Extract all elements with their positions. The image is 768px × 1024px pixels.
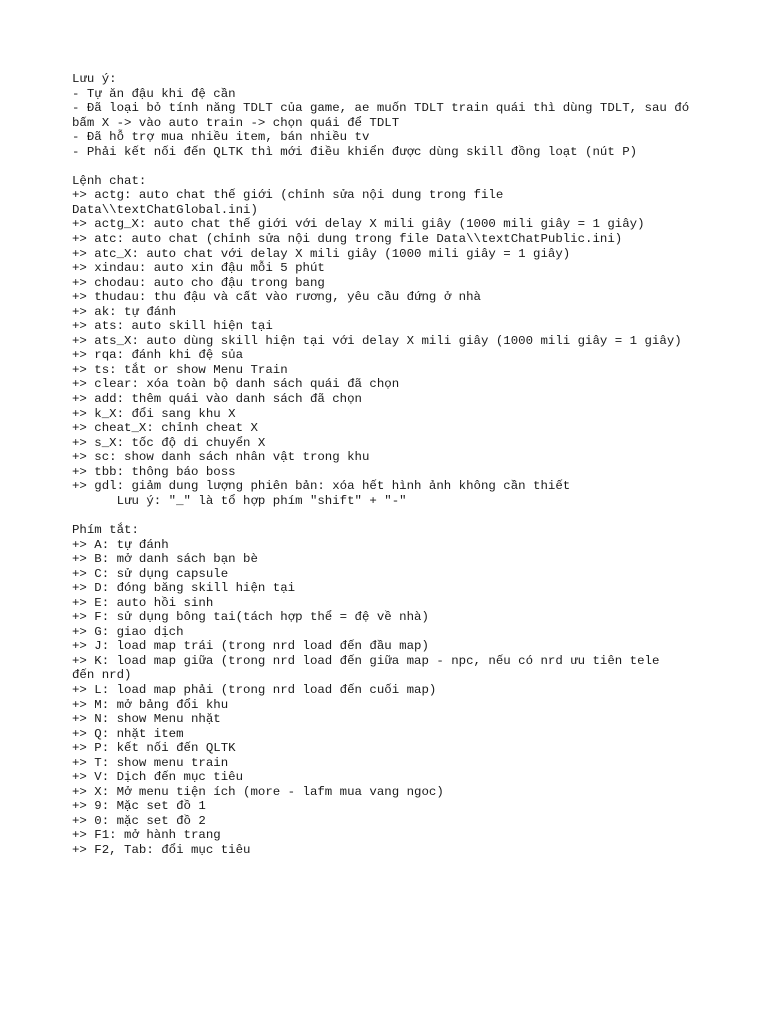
notes-heading: Lưu ý:	[72, 72, 117, 86]
chat-commands-heading: Lệnh chat:	[72, 173, 147, 188]
shortcut-line: +> E: auto hồi sinh	[72, 595, 214, 610]
chat-commands-section	[72, 174, 752, 509]
shortcut-line: +> X: Mở menu tiện ích (more - lafm mua vang ngoc)	[72, 784, 444, 799]
shortcut-line: +> B: mở danh sách bạn bè	[72, 552, 258, 567]
chat-command-line: +> atc_X: auto chat với delay X mili giây (1000 mili giây = 1 giây)	[72, 246, 571, 261]
shortcuts-heading: Phím tắt:	[72, 522, 139, 537]
chat-command-line: +> clear: xóa toàn bộ danh sách quái đã chọn	[72, 377, 400, 392]
chat-command-line: +> ats: auto skill hiện tại	[72, 319, 273, 334]
chat-command-line: +> thudau: thu đậu và cất vào rương, yêu cầu đứng ở nhà	[72, 290, 481, 305]
shortcut-line: +> G: giao dịch	[72, 624, 184, 639]
shortcut-line: +> 9: Mặc set đồ 1	[72, 799, 206, 814]
notes-line: - Phải kết nối đến QLTK thì mới điều khiển được dùng skill đồng loạt (nút P)	[72, 144, 638, 159]
chat-command-line: +> ats_X: auto dùng skill hiện tại với delay X mili giây (1000 mili giây = 1 giây)	[72, 333, 682, 348]
chat-command-line: +> actg_X: auto chat thế giới với delay X mili giây (1000 mili giây = 1 giây)	[72, 217, 645, 232]
notes-line: bấm X -> vào auto train -> chọn quái để TDLT	[72, 115, 400, 130]
shortcut-line: +> M: mở bảng đổi khu	[72, 697, 229, 712]
shortcut-line: đến nrd)	[72, 668, 132, 683]
section-gap	[72, 508, 752, 523]
chat-command-line: +> ts: tắt or show Menu Train	[72, 362, 288, 377]
shortcut-line: +> L: load map phải (trong nrd load đến cuối map)	[72, 682, 437, 697]
chat-command-line: +> xindau: auto xin đậu mỗi 5 phút	[72, 261, 325, 276]
chat-command-line: +> cheat_X: chỉnh cheat X	[72, 421, 258, 436]
shortcut-line: +> J: load map trái (trong nrd load đến đầu map)	[72, 639, 429, 654]
shortcut-line: +> N: show Menu nhặt	[72, 712, 221, 727]
chat-command-line: +> tbb: thông báo boss	[72, 464, 236, 479]
shortcut-line: +> Q: nhặt item	[72, 726, 184, 741]
chat-command-line: +> ak: tự đánh	[72, 304, 177, 319]
chat-command-line: +> add: thêm quái vào danh sách đã chọn	[72, 392, 362, 407]
chat-command-note: Lưu ý: "_" là tổ hợp phím "shift" + "-"	[72, 493, 407, 508]
shortcut-line: +> F2, Tab: đổi mục tiêu	[72, 842, 251, 857]
shortcut-line: +> D: đóng băng skill hiện tại	[72, 581, 296, 596]
shortcut-line: +> A: tự đánh	[72, 537, 169, 552]
notes-line: - Tự ăn đậu khi đệ cần	[72, 86, 236, 101]
chat-command-line: +> rqa: đánh khi đệ sủa	[72, 348, 244, 363]
shortcut-line: +> V: Dịch đến mục tiêu	[72, 770, 244, 785]
document-page	[72, 72, 752, 858]
shortcuts-section	[72, 523, 752, 858]
notes-section	[72, 72, 752, 159]
shortcut-line: +> C: sử dụng capsule	[72, 566, 229, 581]
shortcut-line: +> 0: mặc set đồ 2	[72, 813, 206, 828]
shortcut-line: +> F1: mở hành trang	[72, 828, 221, 843]
chat-command-line: +> actg: auto chat thế giới (chỉnh sửa nội dung trong file	[72, 188, 504, 203]
chat-command-line: +> k_X: đổi sang khu X	[72, 406, 236, 421]
chat-command-line: +> sc: show danh sách nhân vật trong khu	[72, 450, 370, 465]
chat-command-line: +> atc: auto chat (chỉnh sửa nội dung trong file Data\\textChatPublic.ini)	[72, 232, 623, 247]
shortcut-line: +> K: load map giữa (trong nrd load đến giữa map - npc, nếu có nrd ưu tiên tele	[72, 653, 660, 668]
notes-line: - Đã loại bỏ tính năng TDLT của game, ae muốn TDLT train quái thì dùng TDLT, sau đó	[72, 101, 690, 116]
shortcut-line: +> F: sử dụng bông tai(tách hợp thể = đệ về nhà)	[72, 610, 429, 625]
shortcut-line: +> P: kết nối đến QLTK	[72, 741, 236, 756]
chat-command-line: +> chodau: auto cho đậu trong bang	[72, 275, 325, 290]
chat-command-line: +> s_X: tốc độ di chuyển X	[72, 435, 266, 450]
chat-command-line: Data\\textChatGlobal.ini)	[72, 202, 258, 217]
chat-command-line: +> gdl: giảm dung lượng phiên bản: xóa hết hình ảnh không cần thiết	[72, 479, 571, 494]
shortcut-line: +> T: show menu train	[72, 755, 229, 770]
notes-line: - Đã hỗ trợ mua nhiều item, bán nhiều tv	[72, 130, 370, 145]
section-gap	[72, 159, 752, 174]
